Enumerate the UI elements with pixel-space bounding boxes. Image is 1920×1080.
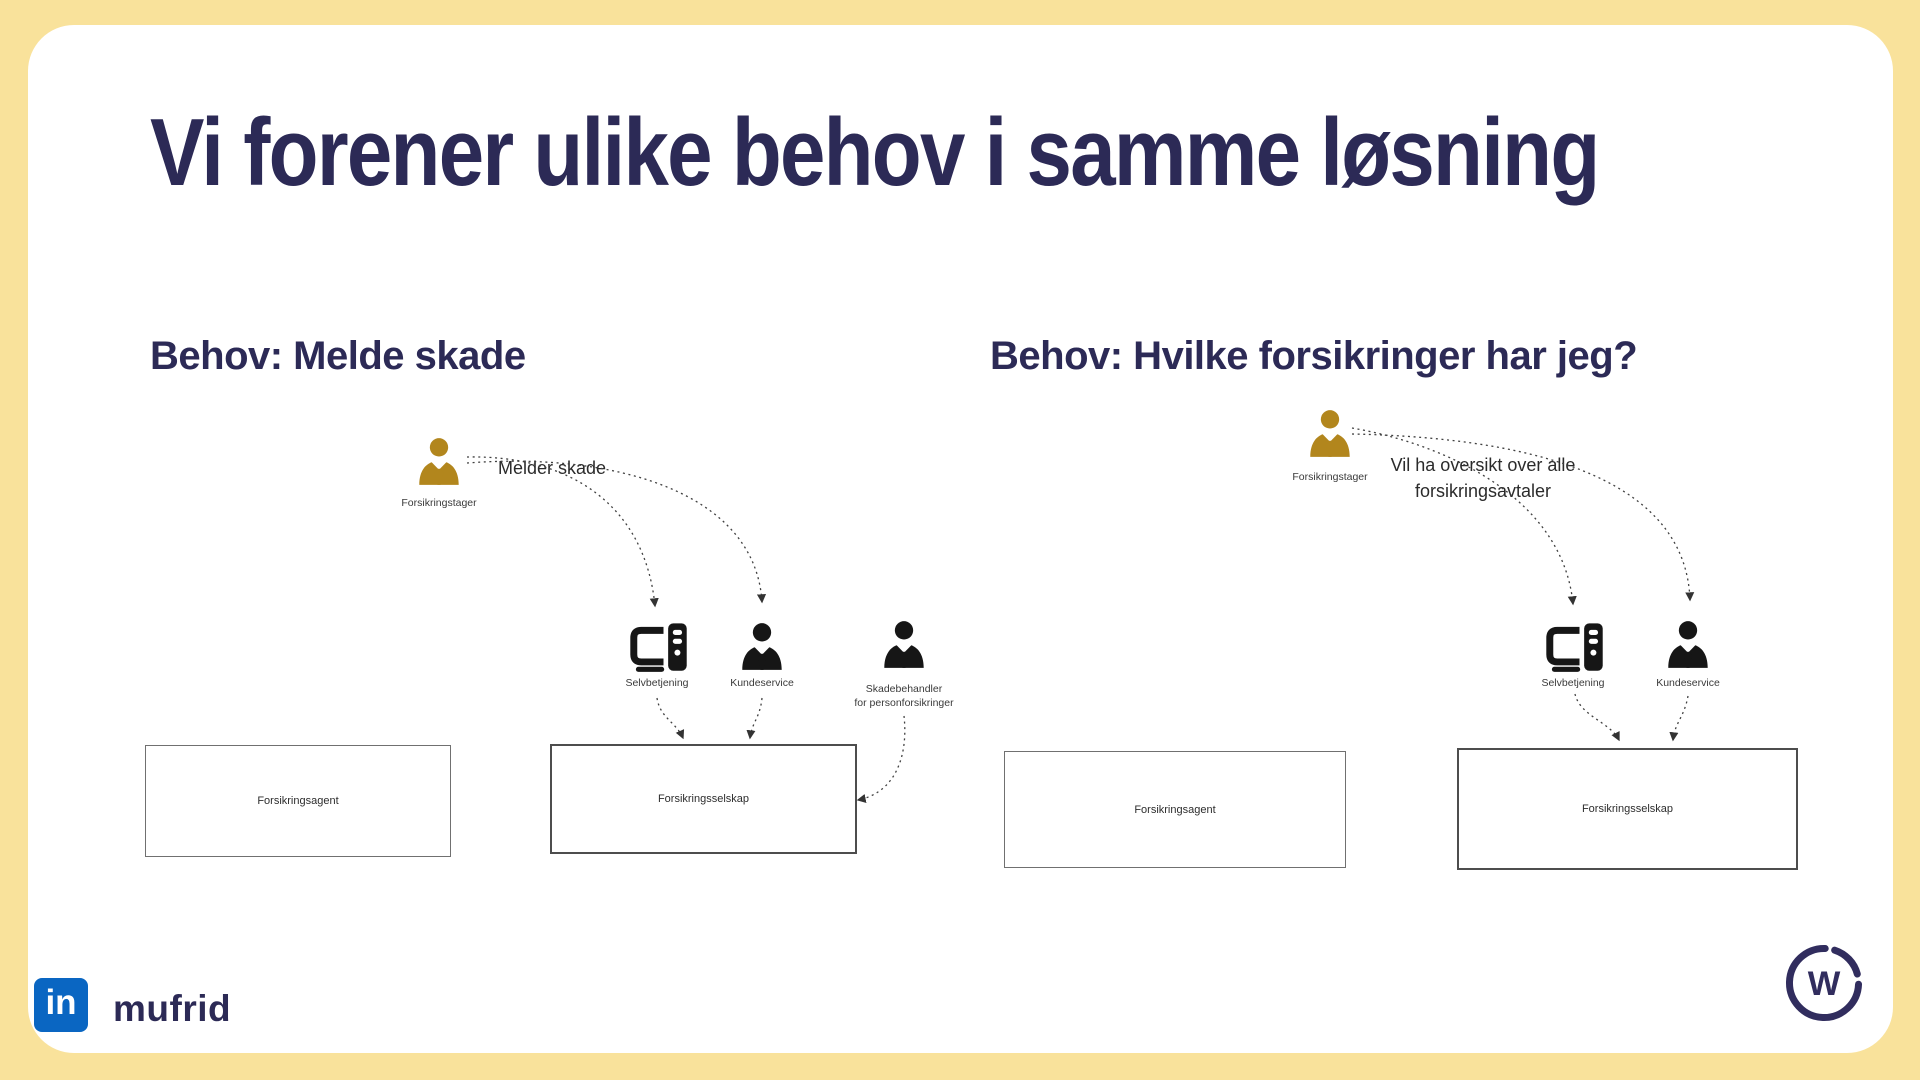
policyholder-person-icon xyxy=(1308,406,1352,462)
box-label: Forsikringsagent xyxy=(1134,803,1216,816)
self-service-workstation-icon xyxy=(626,622,688,674)
service-label-line2: for personforsikringer xyxy=(854,697,954,710)
company-logo-letter: W xyxy=(1807,965,1841,1004)
actor-label: Forsikringstager xyxy=(401,497,477,509)
box-label: Forsikringsagent xyxy=(257,795,339,807)
policyholder-person-icon xyxy=(417,434,461,490)
right-diagram-heading: Behov: Hvilke forsikringer har jeg? xyxy=(990,334,1638,378)
linkedin-handle: mufrid xyxy=(113,988,232,1029)
slide-title: Vi forener ulike behov i samme løsning xyxy=(150,99,1599,206)
claims-handler-person-icon xyxy=(882,618,926,672)
service-label-selvbetjening: Selvbetjening xyxy=(625,677,689,689)
actor-label: Forsikringstager xyxy=(1292,471,1368,483)
linkedin-icon-text: in xyxy=(45,982,77,1022)
linkedin-icon xyxy=(34,978,88,1032)
service-label-skadebehandler xyxy=(819,682,989,710)
box-forsikringsagent-right xyxy=(1004,751,1346,868)
left-diagram-heading: Behov: Melde skade xyxy=(150,334,526,378)
box-forsikringsagent-left xyxy=(145,745,451,857)
customer-service-person-icon xyxy=(740,620,784,674)
customer-service-person-icon xyxy=(1666,618,1710,672)
action-text-melder-skade: Melder skade xyxy=(498,458,607,478)
box-forsikringsselskap-left xyxy=(550,744,857,854)
service-label-kundeservice: Kundeservice xyxy=(730,677,794,689)
box-label: Forsikringsselskap xyxy=(657,793,750,805)
company-logo xyxy=(1782,941,1866,1030)
box-forsikringsselskap-right xyxy=(1457,748,1798,870)
service-label-line1: Skadebehandler xyxy=(865,683,943,695)
service-label-kundeservice: Kundeservice xyxy=(1656,677,1720,689)
box-label: Forsikringsselskap xyxy=(1581,803,1674,815)
action-text-line2: forsikringsavtaler xyxy=(1414,481,1552,501)
service-label-selvbetjening: Selvbetjening xyxy=(1541,677,1605,689)
action-text-oversikt xyxy=(1376,452,1590,504)
self-service-workstation-icon xyxy=(1542,622,1604,674)
action-text-line1: Vil ha oversikt over alle xyxy=(1390,455,1576,475)
